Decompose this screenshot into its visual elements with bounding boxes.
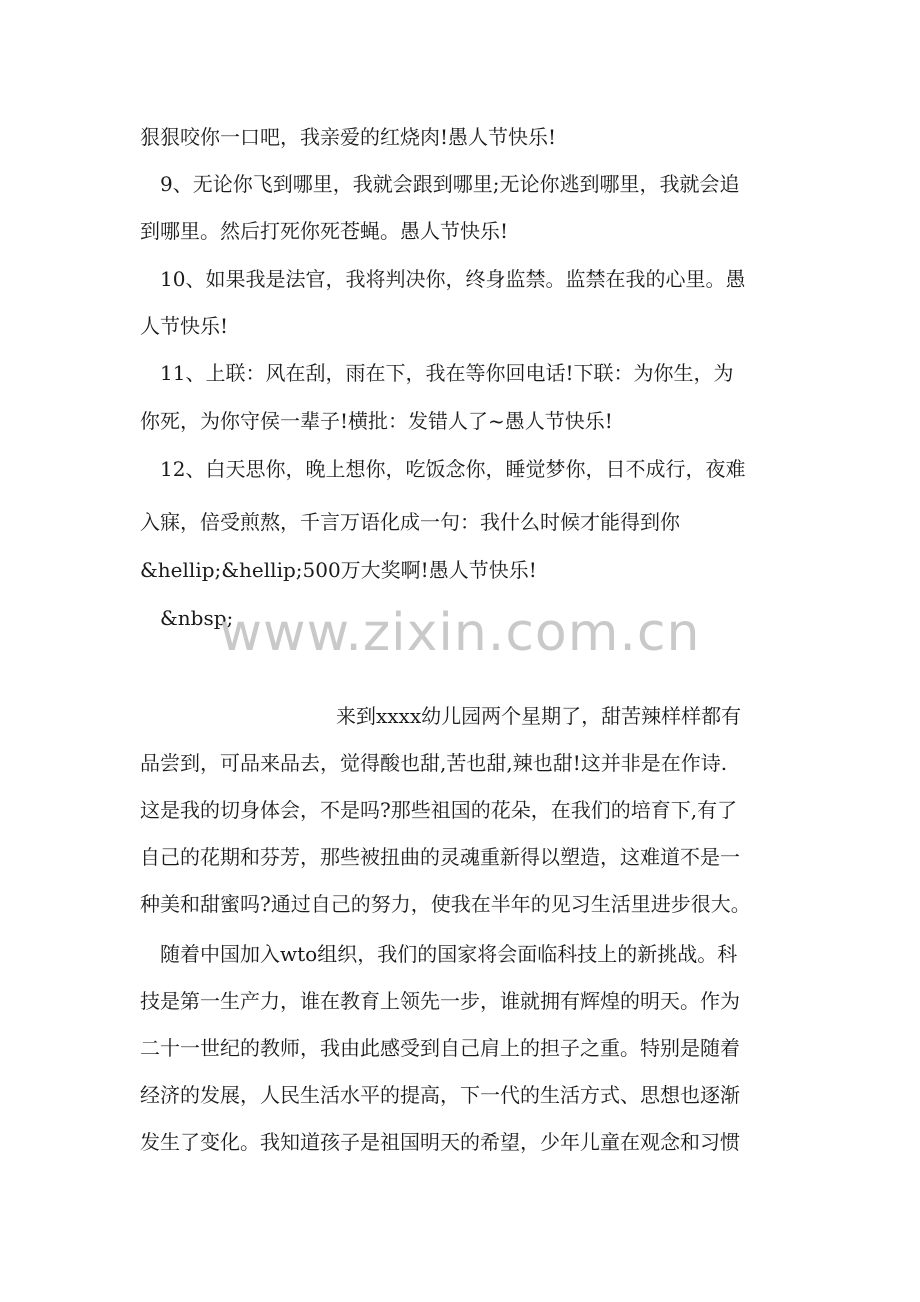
text-line: 随着中国加入wto组织，我们的国家将会面临科技上的新挑战。科 [160,942,738,966]
text-line: 经济的发展，人民生活水平的提高，下一代的生活方式、思想也逐渐 [140,1083,740,1107]
text-line: 这是我的切身体会，不是吗?那些祖国的花朵，在我们的培育下,有了 [140,798,738,822]
text-line: 品尝到，可品来品去，觉得酸也甜,苦也甜,辣也甜!这并非是在作诗. [140,751,728,775]
text-line: &hellip;&hellip;500万大奖啊!愚人节快乐! [140,558,537,582]
text-line: 发生了变化。我知道孩子是祖国明天的希望，少年儿童在观念和习惯 [140,1130,740,1154]
text-line: 入寐，倍受煎熬，千言万语化成一句：我什么时候才能得到你 [140,510,680,534]
text-line: 种美和甜蜜吗?通过自己的努力，使我在半年的见习生活里进步很大。 [140,892,751,916]
text-line: 11、上联：风在刮，雨在下，我在等你回电话!下联：为你生，为 [160,361,734,385]
text-line: 你死，为你守侯一辈子!横批：发错人了~愚人节快乐! [140,409,613,433]
text-line: 狠狠咬你一口吧，我亲爱的红烧肉!愚人节快乐! [140,125,557,149]
text-line: 自己的花期和芬芳，那些被扭曲的灵魂重新得以塑造，这难道不是一 [140,845,740,869]
text-line: &nbsp; [160,606,234,630]
text-line: 12、白天思你，晚上想你，吃饭念你，睡觉梦你，日不成行，夜难 [160,457,746,481]
text-line: 人节快乐! [140,314,229,338]
watermark: www.zixin.com.cn [219,603,701,663]
text-line: 二十一世纪的教师，我由此感受到自己肩上的担子之重。特别是随着 [140,1036,740,1060]
text-line: 来到xxxx幼儿园两个星期了，甜苦辣样样都有 [336,704,742,728]
text-line: 10、如果我是法官，我将判决你，终身监禁。监禁在我的心里。愚 [160,267,746,291]
text-line: 技是第一生产力，谁在教育上领先一步，谁就拥有辉煌的明天。作为 [140,989,740,1013]
text-line: 到哪里。然后打死你死苍蝇。愚人节快乐! [140,219,509,243]
text-line: 9、无论你飞到哪里，我就会跟到哪里;无论你逃到哪里，我就会追 [160,172,740,196]
